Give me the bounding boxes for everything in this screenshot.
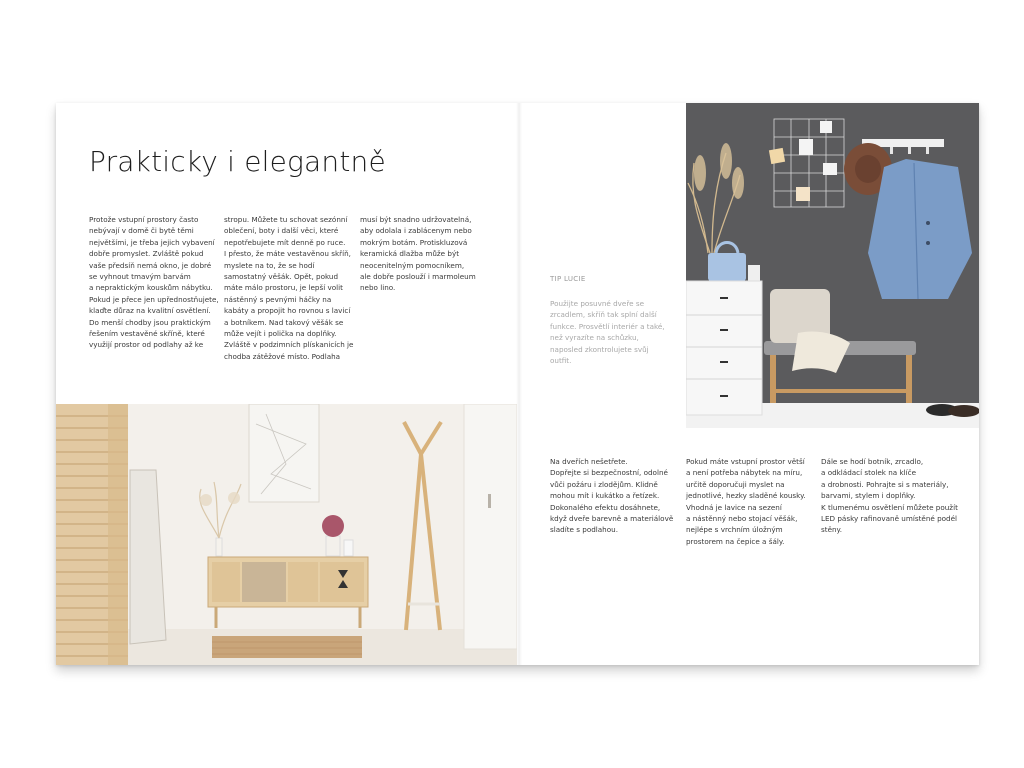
text-column-2	[224, 214, 353, 362]
column-2-text: stropu. Můžete tu schovat sezónní oblečení, boty i další věci, které nepotřebujete mít denně po ruce. I přesto, že máte vestavěnou skříň, myslete na to, že se hodí samostatný věšák. Opět, pokud máte málo prostoru, je lepší volit nástěnný s pevnými háčky na kabáty a propojit ho rovnou s lavicí a botníkem. Nad takový věšák se může vejít i polička na doplňky. Zvláště v podzimních plískanicích je chodba zátěžové místo. Podlaha	[224, 215, 354, 361]
text-column-5	[686, 456, 806, 547]
hallway-photo-light	[56, 404, 517, 665]
text-column-6	[821, 456, 958, 536]
column-1-text: Protože vstupní prostory často nebývají v domě či bytě těmi největšími, je třeba jejich vybavení dobře promyslet. Zvláště pokud vaše předsíň nemá okno, je dobré se vyhnout tmavým barvám a nepraktickým kouskům nábytku. Pokud je přece jen upřednostňujete, klaďte důraz na kvalitní osvětlení. Do menší chodby jsou praktickým řešením vestavěné skříně, které využijí prostor od podlahy až ke	[89, 215, 219, 350]
page-title: Prakticky i elegantně	[89, 145, 386, 178]
tip-text: Použijte posuvné dveře se zrcadlem, skříň tak splní další funkce. Prosvětlí interiér a také, než vyrazíte na schůzku, naposled zkontrolujete svůj outfit.	[550, 299, 665, 366]
hallway-photo-dark	[686, 103, 979, 428]
column-4-text: Na dveřích nešetřete. Dopřejte si bezpečnostní, odolné vůči požáru i zlodějům. Klidně mohou mít i kukátko a řetízek. Dokonalého efektu dosáhnete, když dveře barevně a materiálově sladíte s podlahou.	[550, 457, 674, 535]
column-3-text: musí být snadno udržovatelná, aby odolala i zablácenym nebo mokrým botám. Protiskluzová keramická dlažba může být neocenitelným pomocníkem, ale dobře poslouží i marmoleum nebo lino.	[360, 215, 476, 293]
text-column-4	[550, 456, 673, 536]
text-column-3	[360, 214, 476, 294]
column-5-text: Pokud máte vstupní prostor větší a není potřeba nábytek na míru, určitě doporučuji myslet na jednotlivé, hezky sladěné kousky. Vhodná je lavice na sezení a nástěnný nebo stojací věšák, nejlépe s vrchním úložným prostorem na čepice a šály.	[686, 457, 806, 546]
hallway-dark-illustration	[686, 103, 979, 428]
magazine-spread	[56, 103, 979, 665]
hallway-illustration	[56, 404, 517, 665]
tip-label: TIP LUCIE	[550, 275, 586, 283]
column-6-text: Dále se hodí botník, zrcadlo, a odkládací stolek na klíče a drobnosti. Pohrajte si s materiály, barvami, stylem i doplňky. K tlumenému osvětlení můžete použít LED pásky rafinovaně umístěné podél stěny.	[821, 457, 958, 535]
text-column-1	[89, 214, 219, 351]
